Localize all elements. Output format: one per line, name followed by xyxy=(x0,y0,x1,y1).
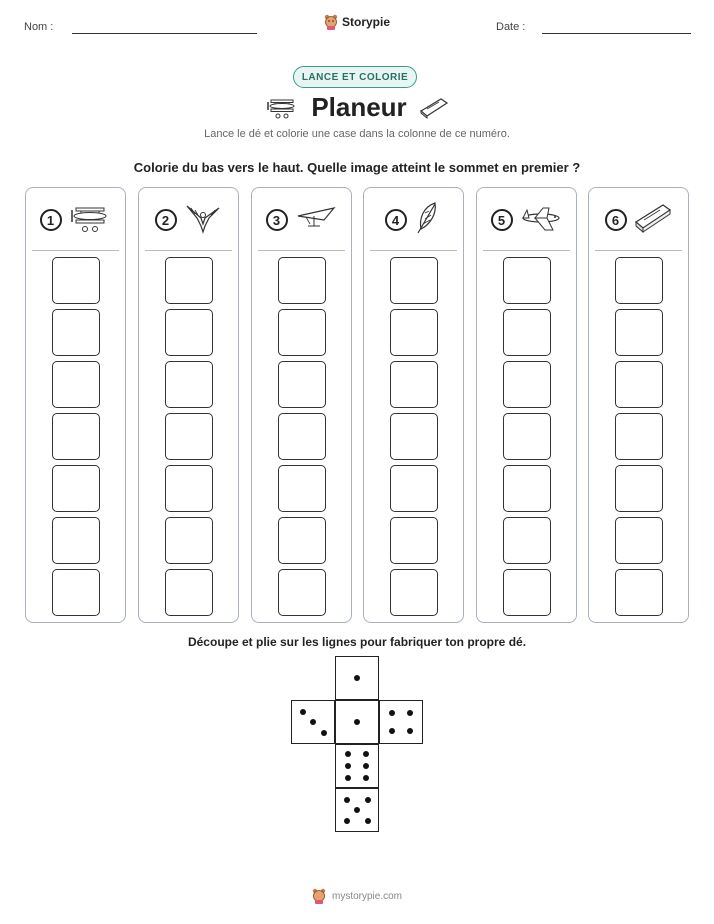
dice-pip xyxy=(354,807,360,813)
color-cell[interactable] xyxy=(165,413,213,460)
color-cell[interactable] xyxy=(278,361,326,408)
dice-pip xyxy=(363,775,369,781)
instruction: Colorie du bas vers le haut. Quelle image atteint le sommet en premier ? xyxy=(133,160,581,175)
dice-pip xyxy=(363,751,369,757)
page-title xyxy=(0,92,714,126)
name-label: Nom : xyxy=(24,21,54,33)
column-header xyxy=(477,202,576,238)
column-number: 2 xyxy=(155,209,177,231)
color-cell[interactable] xyxy=(52,361,100,408)
subtitle: Lance le dé et colorie une case dans la colonne de ce numéro. xyxy=(204,128,510,140)
color-cell[interactable] xyxy=(503,361,551,408)
eagle-icon xyxy=(183,202,223,239)
column-number: 3 xyxy=(266,209,288,231)
column-divider xyxy=(145,250,232,251)
column-4 xyxy=(363,187,464,623)
dice-pip xyxy=(354,719,360,725)
column-number: 1 xyxy=(40,209,62,231)
dice-pip xyxy=(321,730,327,736)
color-cell[interactable] xyxy=(52,413,100,460)
dice-pip xyxy=(345,763,351,769)
color-cell[interactable] xyxy=(278,257,326,304)
color-cell[interactable] xyxy=(390,309,438,356)
activity-badge: LANCE ET COLORIE xyxy=(293,66,417,88)
dice-pip xyxy=(345,775,351,781)
dice-pip xyxy=(407,728,413,734)
color-cell[interactable] xyxy=(503,465,551,512)
dice-pip xyxy=(365,797,371,803)
color-cell[interactable] xyxy=(52,569,100,616)
color-cell[interactable] xyxy=(615,517,663,564)
column-6 xyxy=(588,187,689,623)
dice-pip xyxy=(310,719,316,725)
logo xyxy=(0,14,714,30)
cut-instruction: Découpe et plie sur les lignes pour fabriquer ton propre dé. xyxy=(187,635,527,649)
dice-pip xyxy=(389,728,395,734)
color-cell[interactable] xyxy=(278,517,326,564)
color-cell[interactable] xyxy=(52,309,100,356)
color-cell[interactable] xyxy=(390,465,438,512)
footer xyxy=(0,888,714,904)
column-header xyxy=(364,202,463,238)
color-cell[interactable] xyxy=(390,257,438,304)
column-3 xyxy=(251,187,352,623)
column-divider xyxy=(258,250,345,251)
dice-pip xyxy=(300,709,306,715)
color-cell[interactable] xyxy=(165,309,213,356)
color-cell[interactable] xyxy=(390,569,438,616)
column-divider xyxy=(595,250,682,251)
color-cell[interactable] xyxy=(503,517,551,564)
color-cell[interactable] xyxy=(390,361,438,408)
dice-face-4 xyxy=(379,700,423,744)
color-cell[interactable] xyxy=(278,413,326,460)
color-cell[interactable] xyxy=(165,465,213,512)
color-cell[interactable] xyxy=(278,569,326,616)
color-cell[interactable] xyxy=(390,517,438,564)
dice-face-1 xyxy=(335,656,379,700)
color-cell[interactable] xyxy=(165,257,213,304)
dice-pip xyxy=(389,710,395,716)
biplane-icon xyxy=(68,202,112,239)
column-header xyxy=(589,202,688,238)
color-cell[interactable] xyxy=(52,465,100,512)
color-cell[interactable] xyxy=(615,257,663,304)
color-cell[interactable] xyxy=(165,361,213,408)
color-cell[interactable] xyxy=(503,569,551,616)
column-header xyxy=(26,202,125,238)
column-number: 6 xyxy=(605,209,627,231)
column-divider xyxy=(483,250,570,251)
column-header xyxy=(139,202,238,238)
date-line[interactable] xyxy=(542,33,691,34)
dice-pip xyxy=(354,675,360,681)
dice-face-3 xyxy=(291,700,335,744)
color-cell[interactable] xyxy=(52,517,100,564)
wood-plank-icon xyxy=(419,97,449,119)
column-number: 4 xyxy=(385,209,407,231)
color-cell[interactable] xyxy=(165,517,213,564)
bear-logo-icon xyxy=(312,888,326,904)
color-cell[interactable] xyxy=(503,413,551,460)
airplane-icon xyxy=(519,202,563,239)
dice-face-5 xyxy=(335,788,379,832)
color-cell[interactable] xyxy=(52,257,100,304)
column-divider xyxy=(32,250,119,251)
color-cell[interactable] xyxy=(615,361,663,408)
hang-glider-icon xyxy=(294,202,338,239)
column-header xyxy=(252,202,351,238)
dice-face-6 xyxy=(335,744,379,788)
bear-logo-icon xyxy=(324,14,338,30)
color-cell[interactable] xyxy=(165,569,213,616)
color-cell[interactable] xyxy=(278,465,326,512)
dice-pip xyxy=(363,763,369,769)
title-text: Planeur xyxy=(311,92,407,122)
column-1 xyxy=(25,187,126,623)
color-cell[interactable] xyxy=(615,569,663,616)
color-cell[interactable] xyxy=(278,309,326,356)
logo-text: Storypie xyxy=(341,15,390,29)
color-cell[interactable] xyxy=(615,413,663,460)
dice-pip xyxy=(407,710,413,716)
color-cell[interactable] xyxy=(390,413,438,460)
date-label: Date : xyxy=(496,21,526,33)
wood-plank-icon xyxy=(633,202,673,239)
feather-icon xyxy=(413,201,443,240)
dice-pip xyxy=(344,818,350,824)
footer-url[interactable]: mystorypie.com xyxy=(331,890,402,902)
column-5 xyxy=(476,187,577,623)
column-divider xyxy=(370,250,457,251)
dice-pip xyxy=(365,818,371,824)
color-cell[interactable] xyxy=(503,309,551,356)
dice-pip xyxy=(344,797,350,803)
column-number: 5 xyxy=(491,209,513,231)
color-cell[interactable] xyxy=(503,257,551,304)
color-cell[interactable] xyxy=(615,309,663,356)
dice-pip xyxy=(345,751,351,757)
column-2 xyxy=(138,187,239,623)
dice-face-1 xyxy=(335,700,379,744)
name-line[interactable] xyxy=(72,33,257,34)
biplane-icon xyxy=(265,97,299,119)
color-cell[interactable] xyxy=(615,465,663,512)
